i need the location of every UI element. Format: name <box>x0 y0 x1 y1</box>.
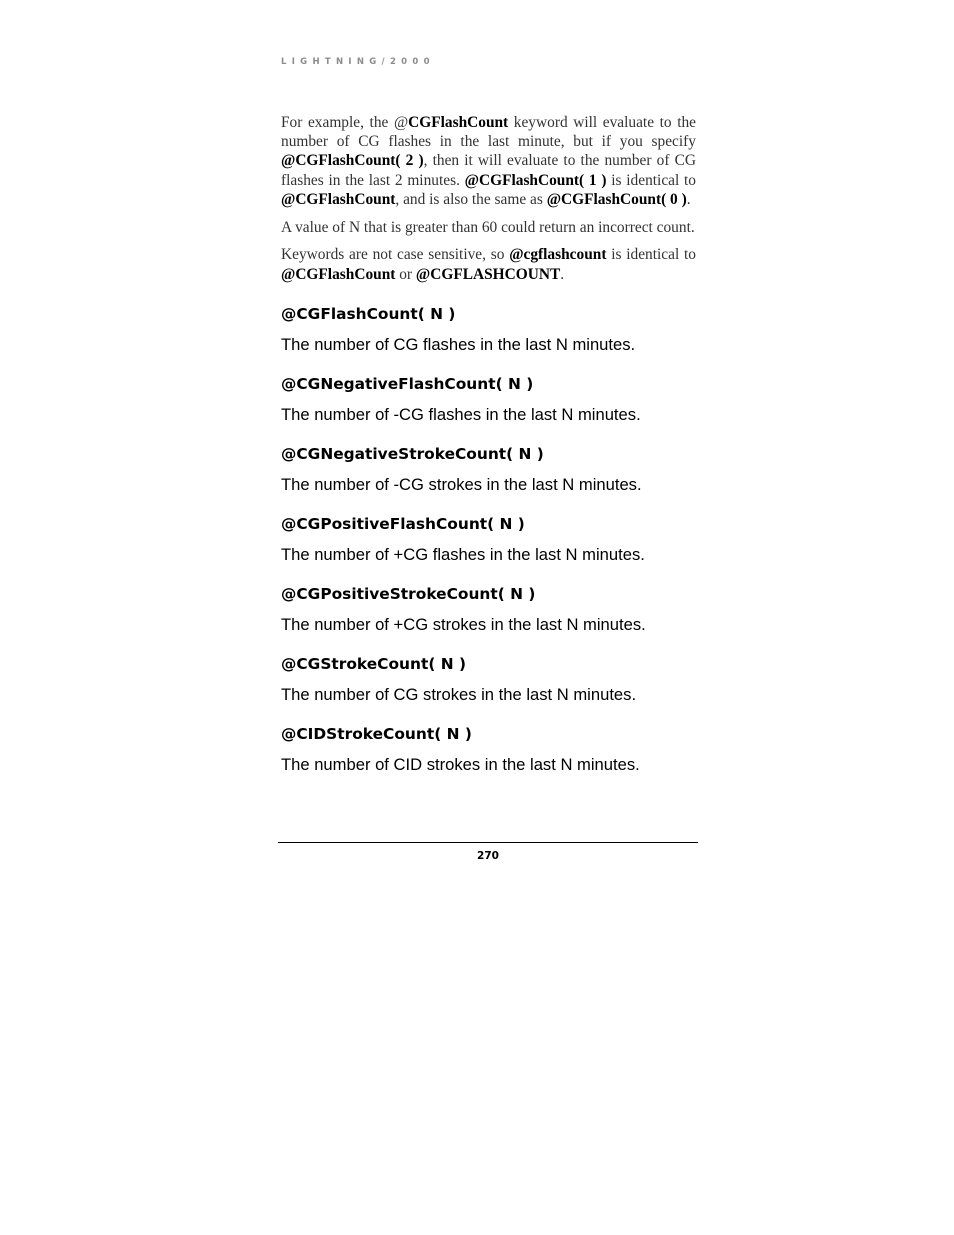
page-number: 270 <box>477 850 499 862</box>
keyword-entry-cgflashcount <box>281 305 696 355</box>
keyword: @CGFlashCount( 1 ) <box>464 171 607 189</box>
text-run: , and is also the same as <box>395 190 547 208</box>
text-run: . <box>686 190 691 208</box>
keyword-heading: @CGPositiveFlashCount( N ) <box>281 514 525 533</box>
keyword-description: The number of -CG flashes in the last N minutes. <box>281 404 641 424</box>
keyword-heading: @CGNegativeFlashCount( N ) <box>281 374 534 393</box>
keyword: @CGFlashCount( 2 ) <box>281 152 424 170</box>
keyword-entry-cgpositivestrokecount <box>281 585 696 635</box>
keyword-list <box>281 305 696 775</box>
keyword: @CGFlashCount( 0 ) <box>546 190 687 208</box>
text-run: For example, the @ <box>281 114 409 131</box>
page-body <box>281 113 696 795</box>
keyword-entry-cgstrokecount <box>281 655 696 705</box>
keyword-description: The number of +CG strokes in the last N minutes. <box>281 614 646 634</box>
text-run: Keywords are not case sensitive, so <box>281 246 510 264</box>
footer-divider <box>278 842 698 843</box>
keyword-description: The number of +CG flashes in the last N minutes. <box>281 544 645 564</box>
keyword: @cgflashcount <box>509 246 607 264</box>
intro-paragraph-case <box>281 245 696 283</box>
keyword-heading: @CGFlashCount( N ) <box>281 304 456 323</box>
keyword: @CGFlashCount <box>281 190 396 208</box>
keyword-entry-cgpositiveflashcount <box>281 515 696 565</box>
text-run: or <box>395 265 416 283</box>
keyword: @CGFlashCount <box>281 265 396 283</box>
keyword-description: The number of CG strokes in the last N minutes. <box>281 684 637 704</box>
keyword-heading: @CIDStrokeCount( N ) <box>281 724 472 743</box>
keyword-description: The number of -CG strokes in the last N minutes. <box>281 474 642 494</box>
text-run: . <box>560 265 565 283</box>
keyword-entry-cgnegativeflashcount <box>281 375 696 425</box>
keyword-heading: @CGStrokeCount( N ) <box>281 654 466 673</box>
keyword-description: The number of CG flashes in the last N minutes. <box>281 334 636 354</box>
keyword: CGFlashCount <box>408 114 509 131</box>
running-header: LIGHTNING/2000 <box>281 57 435 67</box>
text-run: is identical to <box>606 171 696 189</box>
text-run: is identical to <box>606 246 696 264</box>
keyword-heading: @CGNegativeStrokeCount( N ) <box>281 444 544 463</box>
keyword-entry-cidstrokecount <box>281 725 696 775</box>
intro-paragraph-limit: A value of N that is greater than 60 could return an incorrect count. <box>281 218 695 236</box>
keyword-entry-cgnegativestrokecount <box>281 445 696 495</box>
keyword-heading: @CGPositiveStrokeCount( N ) <box>281 584 536 603</box>
keyword-description: The number of CID strokes in the last N minutes. <box>281 754 640 774</box>
intro-paragraph-example <box>281 113 696 209</box>
text-run: keyword will evaluate to the number of CG flashes in the last minute, but if you specify <box>281 114 696 151</box>
text-run: , then it will evaluate to the number of CG flashes in the last 2 minutes. <box>281 152 696 189</box>
keyword: @CGFLASHCOUNT <box>415 265 561 283</box>
